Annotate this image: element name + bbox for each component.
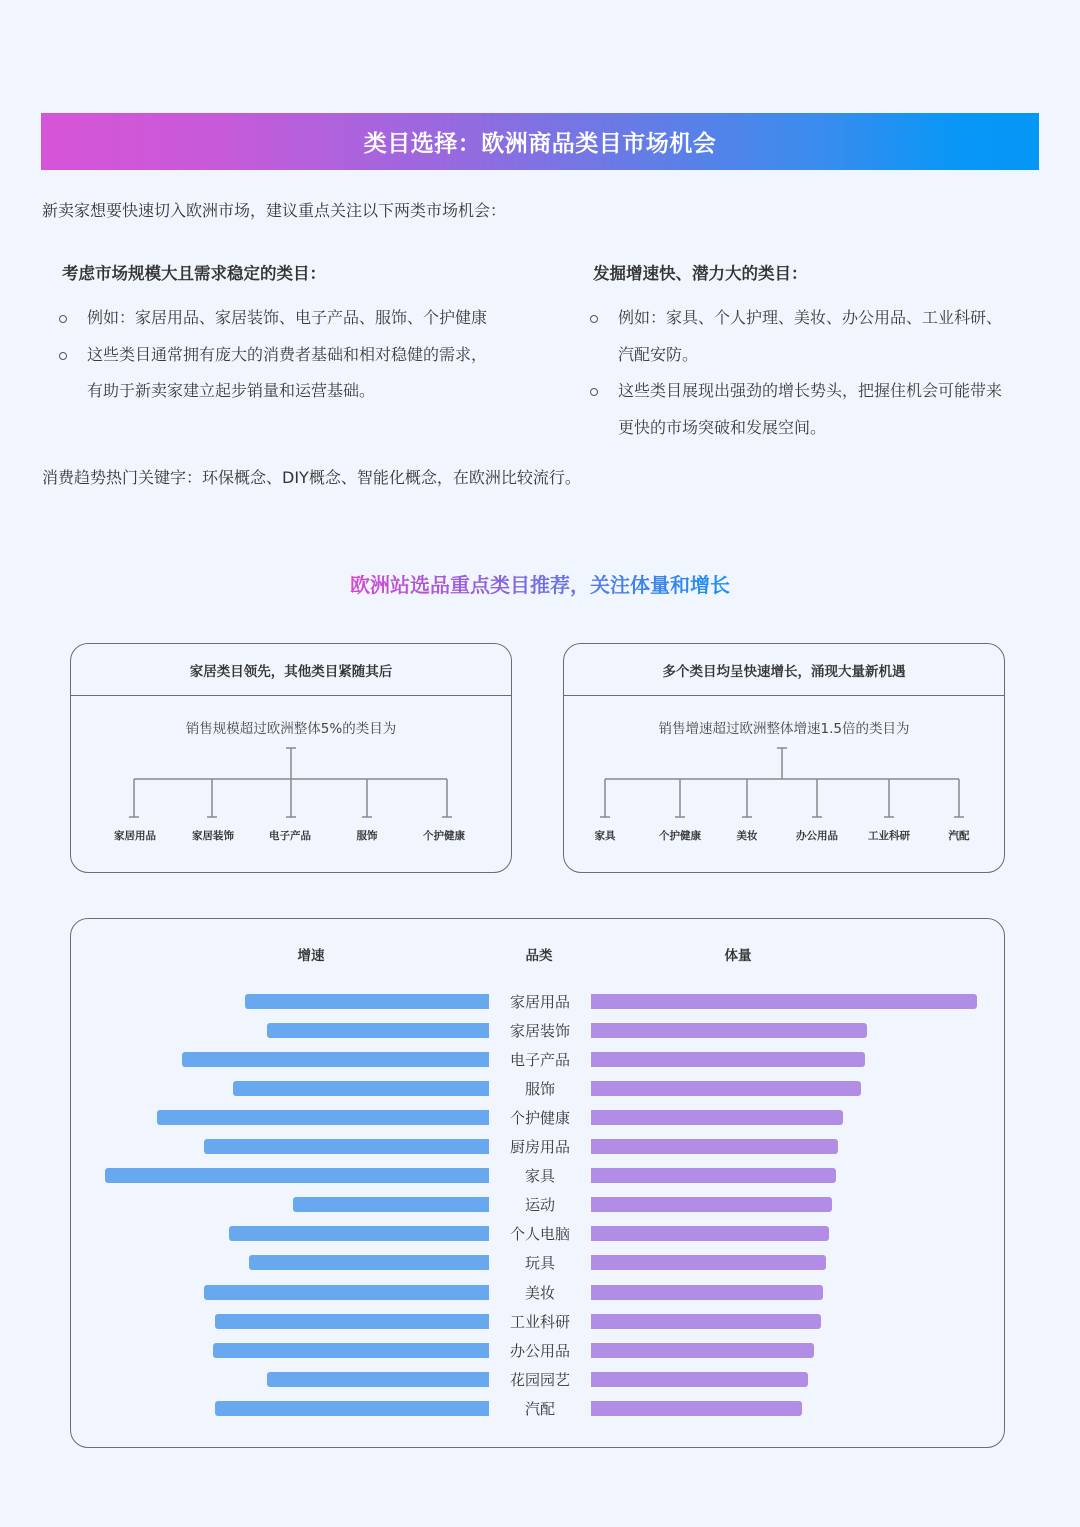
growth-bar <box>293 1197 489 1212</box>
growth-bar <box>213 1343 489 1358</box>
chart-row <box>0 1372 1080 1388</box>
tree-leaf: 个护健康 <box>659 830 701 842</box>
chart-row <box>0 1255 1080 1271</box>
category-label: 个护健康 <box>509 1109 570 1128</box>
growth-bar <box>204 1139 489 1154</box>
volume-bar <box>591 1081 861 1096</box>
chart-row <box>0 994 1080 1010</box>
intro-text: 新卖家想要快速切入欧洲市场，建议重点关注以下两类市场机会： <box>42 201 507 220</box>
volume-bar <box>591 1139 838 1154</box>
tree-leaf: 电子产品 <box>269 830 311 842</box>
chart-row <box>0 1285 1080 1301</box>
volume-bar <box>591 1372 808 1387</box>
category-label: 办公用品 <box>509 1341 570 1360</box>
bullet-list <box>593 300 1013 446</box>
growth-bar <box>229 1226 489 1241</box>
tree-leaf: 办公用品 <box>796 830 838 842</box>
tree-leaf: 家具 <box>594 830 616 842</box>
volume-bar <box>591 1314 821 1329</box>
growth-bar <box>157 1110 489 1125</box>
volume-bar <box>591 994 977 1009</box>
bullet-item: 例如：家具、个人护理、美妆、办公用品、工业科研、汽配安防。 <box>593 300 1013 373</box>
bullet-list <box>62 300 492 410</box>
tree-leaf: 个护健康 <box>423 830 465 842</box>
tree-root-label: 销售增速超过欧洲整体增速1.5倍的类目为 <box>658 721 910 737</box>
volume-bar <box>591 1052 865 1067</box>
category-label: 工业科研 <box>509 1312 570 1331</box>
growth-bar <box>215 1401 489 1416</box>
volume-bar <box>591 1197 832 1212</box>
section-title <box>0 569 1080 598</box>
category-label: 个人电脑 <box>509 1225 570 1244</box>
volume-bar <box>591 1285 823 1300</box>
category-label: 服饰 <box>524 1080 555 1099</box>
chart-row <box>0 1401 1080 1417</box>
volume-bar <box>591 1168 836 1183</box>
tree-heading: 多个类目均呈快速增长，涌现大量新机遇 <box>564 644 1004 696</box>
category-label: 厨房用品 <box>509 1138 570 1157</box>
chart-row <box>0 1081 1080 1097</box>
growth-bar <box>249 1255 489 1270</box>
chart-header-category: 品类 <box>525 948 553 964</box>
header-banner <box>41 113 1039 170</box>
tree-leaf: 美妆 <box>736 830 758 842</box>
chart-row <box>0 1343 1080 1359</box>
section-title-text: 欧洲站选品重点类目推荐，关注体量和增长 <box>350 573 730 597</box>
category-label: 花园园艺 <box>509 1370 570 1389</box>
bullet-item: 这些类目展现出强劲的增长势头，把握住机会可能带来更快的市场突破和发展空间。 <box>593 373 1013 446</box>
category-label: 家居用品 <box>509 993 570 1011</box>
growth-bar <box>204 1285 489 1300</box>
growth-bar <box>267 1372 489 1387</box>
tree-heading: 家居类目领先，其他类目紧随其后 <box>71 644 511 696</box>
trend-keywords: 消费趋势热门关键字：环保概念、DIY概念、智能化概念，在欧洲比较流行。 <box>42 468 581 487</box>
growth-bar <box>233 1081 489 1096</box>
category-label: 汽配 <box>524 1399 555 1418</box>
category-label: 美妆 <box>524 1283 555 1302</box>
volume-bar <box>591 1255 826 1270</box>
tree-leaf: 家居装饰 <box>192 830 234 842</box>
bullet-item: 这些类目通常拥有庞大的消费者基础和相对稳健的需求，有助于新卖家建立起步销量和运营基础。 <box>62 337 492 410</box>
column-heading: 考虑市场规模大且需求稳定的类目： <box>62 264 326 283</box>
column-heading: 发掘增速快、潜力大的类目： <box>593 264 808 283</box>
chart-header-volume: 体量 <box>724 948 752 964</box>
category-label: 运动 <box>524 1196 555 1215</box>
opportunity-column-growth <box>593 260 1013 446</box>
tree-leaf: 服饰 <box>356 830 378 842</box>
chart-header-growth: 增速 <box>297 948 325 964</box>
chart-row <box>0 1226 1080 1242</box>
growth-bar <box>215 1314 489 1329</box>
category-label: 玩具 <box>524 1254 555 1273</box>
growth-bar <box>245 994 489 1009</box>
tree-root-label: 销售规模超过欧洲整体5%的类目为 <box>185 721 397 737</box>
volume-bar <box>591 1110 843 1125</box>
chart-row <box>0 1168 1080 1184</box>
growth-bar <box>267 1023 489 1038</box>
tree-leaf: 家居用品 <box>114 830 156 842</box>
volume-bar <box>591 1023 867 1038</box>
page-title: 类目选择：欧洲商品类目市场机会 <box>363 131 717 157</box>
category-label: 家具 <box>524 1167 555 1186</box>
chart-row <box>0 1139 1080 1155</box>
growth-bar <box>182 1052 489 1067</box>
chart-row <box>0 1052 1080 1068</box>
category-label: 家居装饰 <box>509 1022 570 1041</box>
volume-bar <box>591 1401 802 1416</box>
chart-row <box>0 1314 1080 1330</box>
chart-row <box>0 1110 1080 1126</box>
tree-card-growth <box>563 643 1005 873</box>
volume-bar <box>591 1226 829 1241</box>
opportunity-column-stable <box>62 260 492 410</box>
bullet-item: 例如：家居用品、家居装饰、电子产品、服饰、个护健康 <box>62 300 492 337</box>
growth-bar <box>105 1168 489 1183</box>
chart-row <box>0 1023 1080 1039</box>
tree-connector-lines <box>564 644 1006 874</box>
volume-bar <box>591 1343 814 1358</box>
category-label: 电子产品 <box>509 1051 570 1070</box>
tree-leaf: 汽配 <box>948 830 970 842</box>
tree-leaf: 工业科研 <box>868 830 910 842</box>
chart-row <box>0 1197 1080 1213</box>
tree-card-scale <box>70 643 512 873</box>
